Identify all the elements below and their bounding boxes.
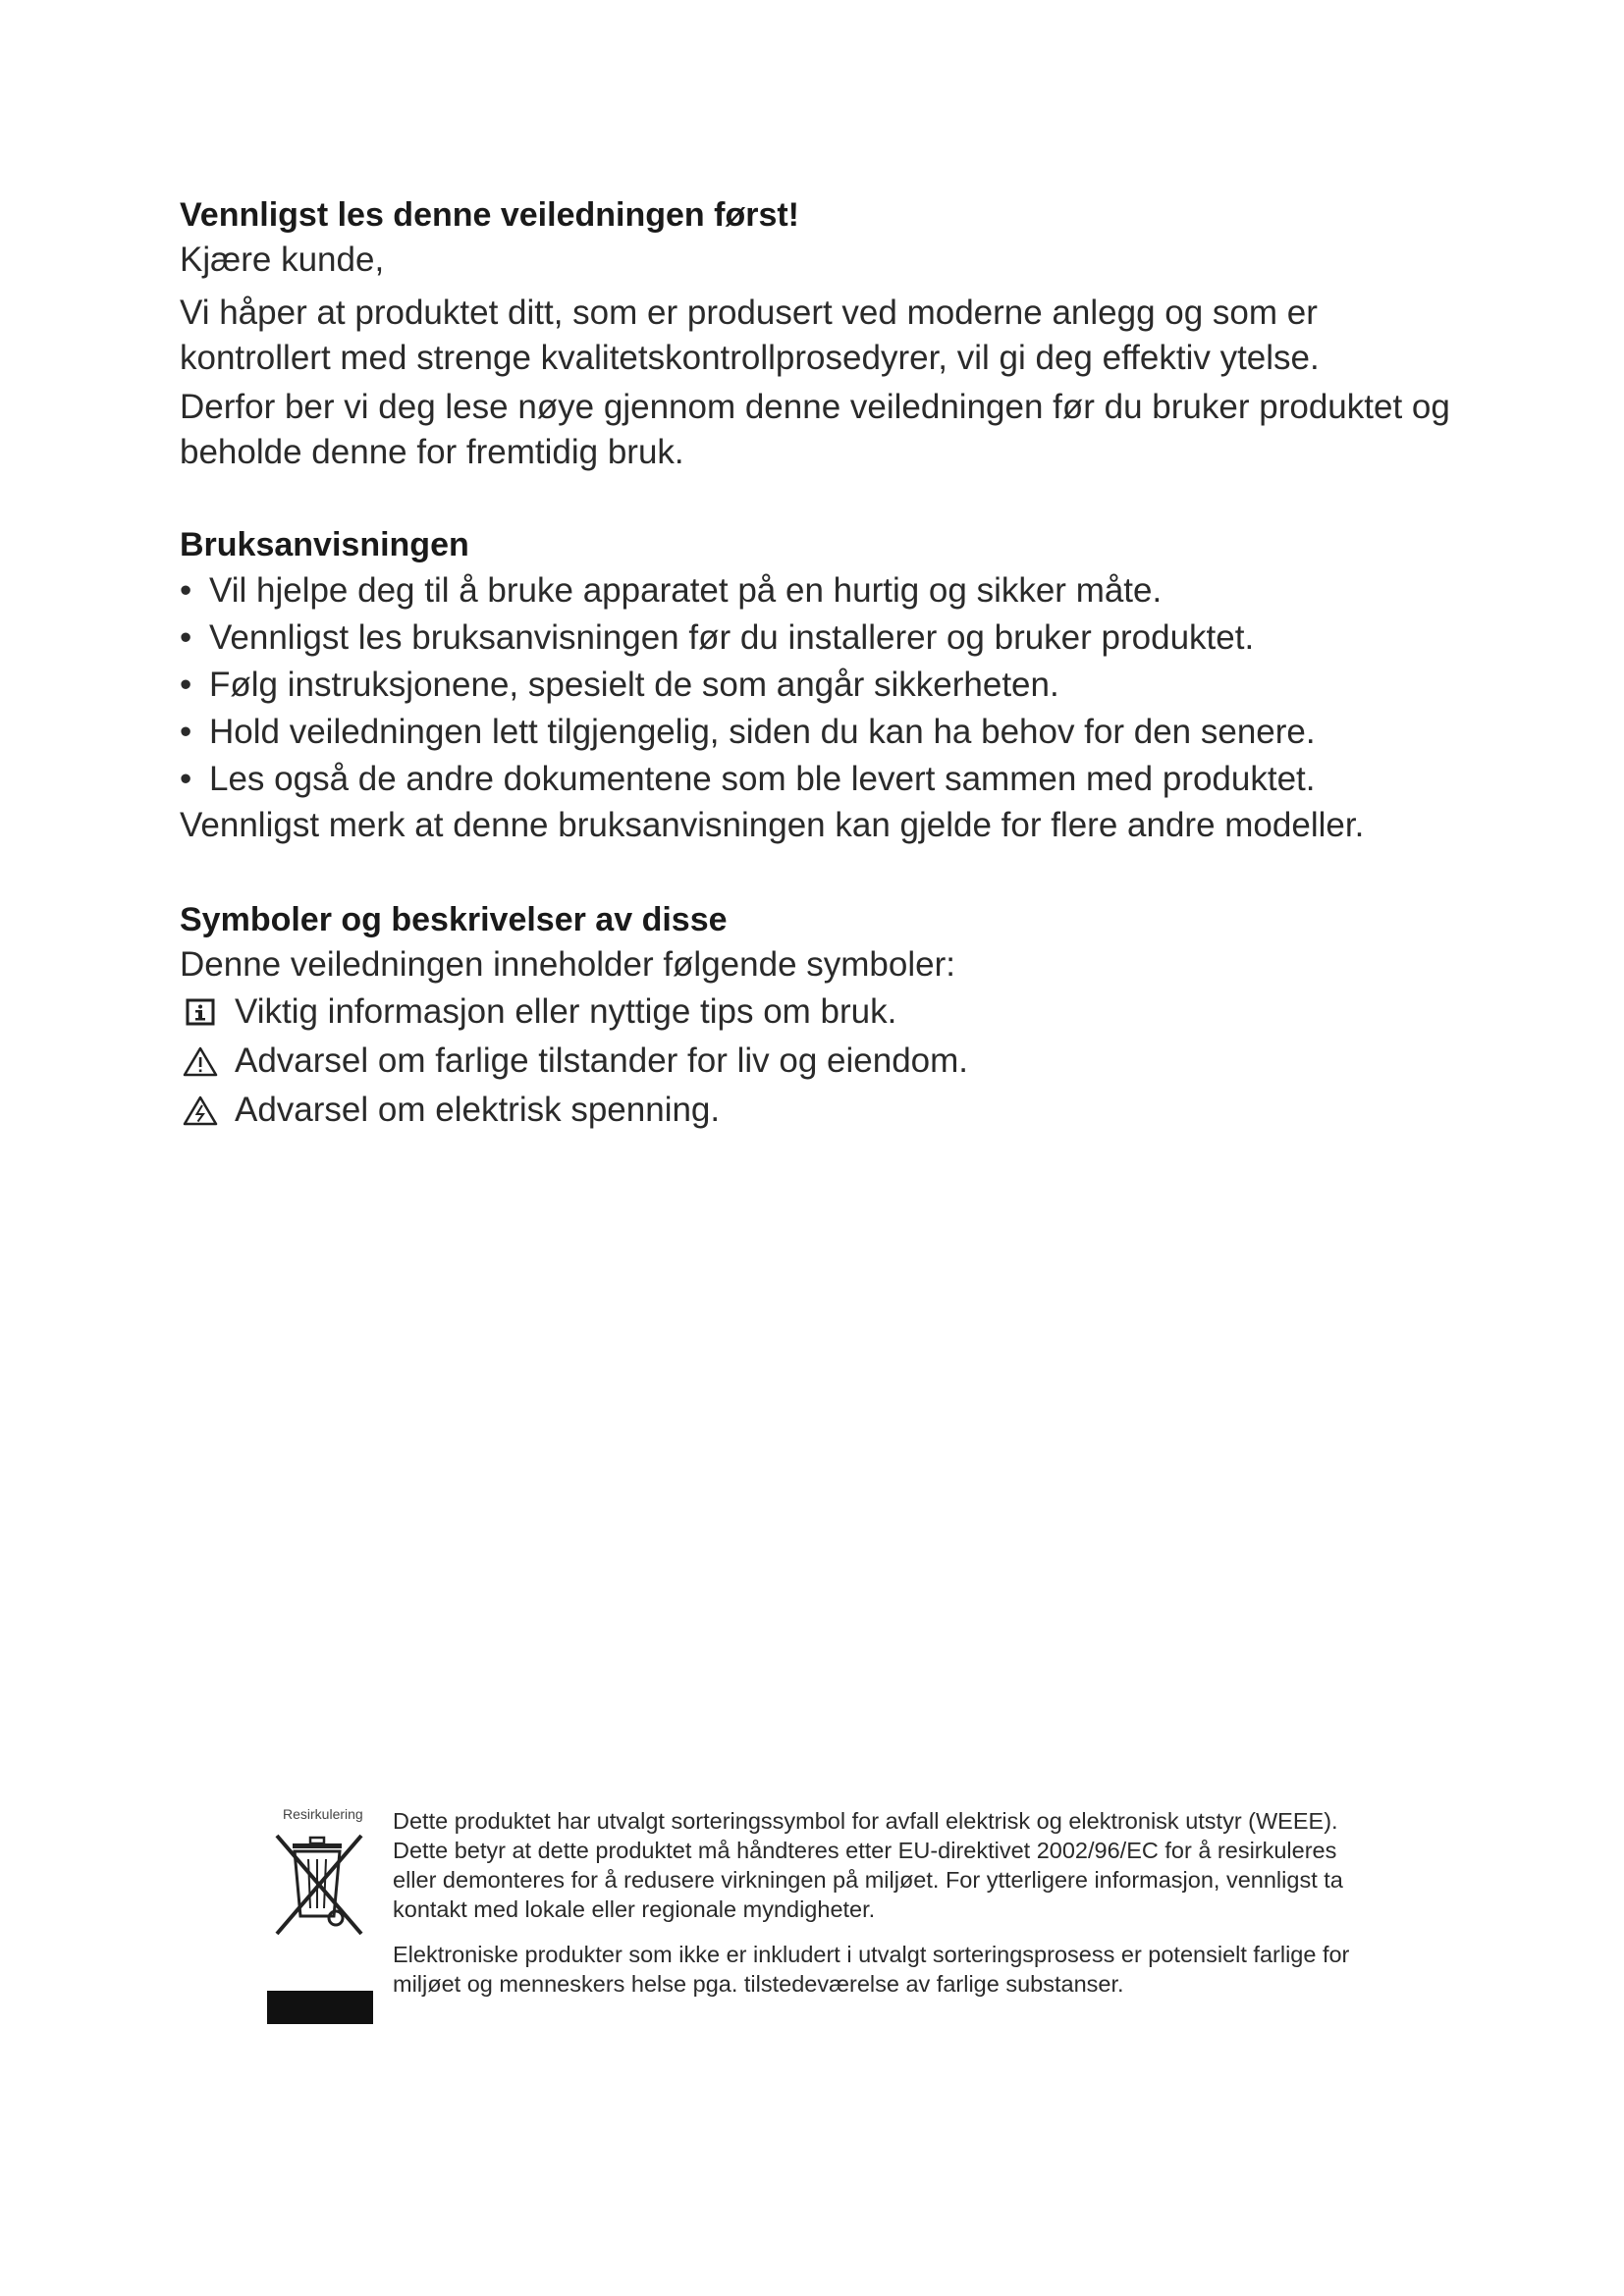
recycling-paragraph-1: Dette produktet har utvalgt sorteringssymbol for avfall elektrisk og elektronisk utstyr (WEEE). [393, 1808, 1338, 1834]
warning-icon [180, 1043, 221, 1079]
list-item: • Vil hjelpe deg til å bruke apparatet på en hurtig og sikker måte. [180, 567, 1456, 614]
symbol-row-info [180, 988, 1456, 1037]
intro-title: Vennligst les denne veiledningen først! [180, 196, 800, 234]
symbol-description: Advarsel om farlige tilstander for liv og eiendom. [235, 1041, 969, 1080]
warning-icon [180, 1093, 221, 1128]
bullet-mark: • [180, 666, 192, 704]
greeting: Kjære kunde, [180, 240, 385, 279]
info-icon [180, 994, 221, 1030]
bullet-mark: • [180, 760, 192, 798]
list-item: • Hold veiledningen lett tilgjengelig, siden du kan ha behov for den senere. [180, 709, 1456, 756]
main-content [180, 192, 1456, 1135]
manual-note: Vennligst merk at denne bruksanvisningen kan gjelde for flere andre modeller. [180, 806, 1365, 844]
intro-paragraph-2: Derfor ber vi deg lese nøye gjennom denne veiledningen før du bruker produktet og beholde denne for fremtidig bruk. [180, 388, 1450, 471]
symbol-description: Advarsel om elektrisk spenning. [235, 1091, 721, 1129]
bullet-mark: • [180, 618, 192, 657]
intro-paragraph-1: Vi håper at produktet ditt, som er produsert ved moderne anlegg og som er kontrollert med strenge kvalitetskontrollprosedyrer, vil gi deg effektiv ytelse. [180, 294, 1320, 377]
recycling-paragraph-2: Dette betyr at dette produktet må håndteres etter EU-direktivet 2002/96/EC for å resirkuleres eller demonteres for å redusere virkningen på miljøet. For ytterligere informasjon, vennligst ta kontakt med lokale eller regionale myndigheter. [393, 1838, 1343, 1922]
recycling-text [393, 1806, 1355, 1999]
list-item: • Følg instruksjonene, spesielt de som angår sikkerheten. [180, 662, 1456, 709]
list-item: • Vennligst les bruksanvisningen før du installerer og bruker produktet. [180, 614, 1456, 662]
crossed-bin-icon [267, 1830, 371, 1938]
symbol-description: Viktig informasjon eller nyttige tips om bruk. [235, 992, 897, 1031]
recycling-label: Resirkulering [283, 1806, 363, 1822]
symbols-section [180, 897, 1456, 1135]
bullet-mark: • [180, 713, 192, 751]
list-item: • Les også de andre dokumentene som ble levert sammen med produktet. [180, 756, 1456, 803]
symbols-intro: Denne veiledningen inneholder følgende symboler: [180, 945, 955, 984]
weee-black-bar [267, 1991, 373, 2024]
manual-bullet-list [180, 567, 1456, 803]
symbols-title: Symboler og beskrivelser av disse [180, 901, 728, 938]
symbol-row-warning [180, 1037, 1456, 1086]
bullet-mark: • [180, 571, 192, 610]
manual-section [180, 522, 1456, 848]
symbol-row-electric-warning [180, 1086, 1456, 1135]
manual-title: Bruksanvisningen [180, 526, 469, 563]
recycling-paragraph-3: Elektroniske produkter som ikke er inkludert i utvalgt sorteringsprosess er potensielt farlige for miljøet og menneskers helse pga. tilstedeværelse av farlige substanser. [393, 1942, 1350, 1997]
